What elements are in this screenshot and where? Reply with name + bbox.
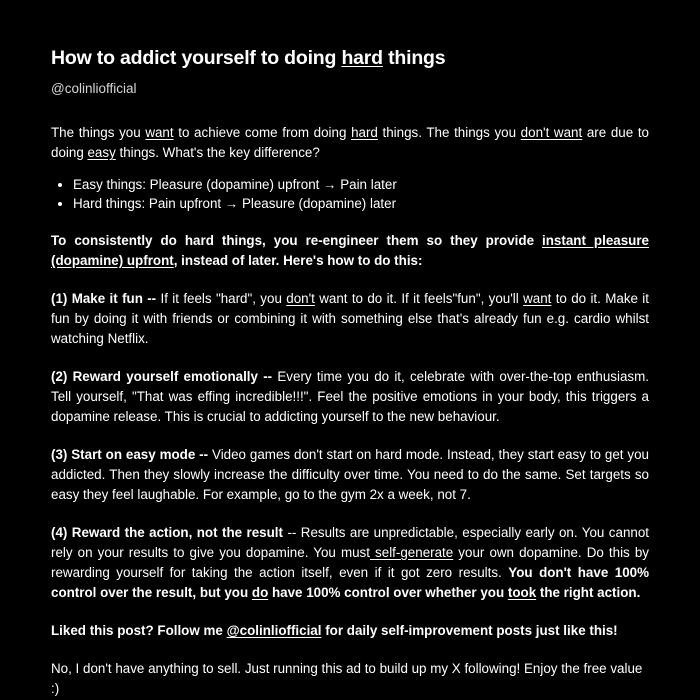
comparison-list	[51, 175, 649, 213]
step-2-heading: (2) Reward yourself emotionally --	[51, 369, 273, 384]
step-1-paragraph: (1) Make it fun -- If it feels "hard", you don't want to do it. If it feels"fun", you'll want to do it. Make it fun by doing it with friends or combining it with something else that's already fun e.g. cardio whilst watching Netflix.	[51, 291, 649, 346]
post-title	[51, 45, 649, 71]
title-underlined-word: hard	[341, 47, 383, 69]
closing-paragraph: No, I don't have anything to sell. Just running this ad to build up my X following! Enjoy the free value :)	[51, 661, 643, 696]
step-3-heading: (3) Start on easy mode --	[51, 447, 209, 462]
intro-paragraph: The things you want to achieve come from doing hard things. The things you don't want are due to doing easy things. What's the key difference?	[51, 125, 649, 160]
follow-handle-link[interactable]: @colinliofficial	[226, 623, 322, 638]
step-2-paragraph: (2) Reward yourself emotionally -- Every time you do it, celebrate with over-the-top enthusiasm. Tell yourself, "That was effing incredible!!!". Feel the positive emotions in your body, this triggers a dopamine release. This is crucial to addicting yourself to the new behaviour.	[51, 369, 649, 424]
author-handle[interactable]: @colinliofficial	[51, 81, 137, 96]
step-1-heading: (1) Make it fun --	[51, 291, 157, 306]
title-text: How to addict yourself to doing	[51, 47, 342, 69]
title-text-end: things	[382, 47, 446, 69]
post-body	[51, 123, 649, 699]
step-4-heading: (4) Reward the action, not the result	[51, 525, 283, 540]
step-4-paragraph: (4) Reward the action, not the result -- Results are unpredictable, especially early on. You cannot rely on your results to give you dopamine. You must self-generate your own dopamine. Do this by rewarding yourself for taking the action itself, even if it got zero results. You don't have 100% control over the result, but you do have 100% control over whether you took the right action.	[51, 525, 650, 600]
step-3-paragraph: (3) Start on easy mode -- Video games don't start on hard mode. Instead, they start easy to get you addicted. Then they slowly increase the difficulty over time. You need to do the same. Set targets so easy they feel laughable. For example, go to the gym 2x a week, not 7.	[51, 447, 649, 502]
list-item-hard: • Hard things: Pain upfront → Pleasure (dopamine) later	[73, 194, 649, 213]
list-item-easy: • Easy things: Pleasure (dopamine) upfront → Pain later	[73, 175, 649, 194]
thesis-paragraph: To consistently do hard things, you re-engineer them so they provide instant pleasure (dopamine) upfront, instead of later. Here's how to do this:	[51, 233, 650, 268]
follow-paragraph: Liked this post? Follow me @colinliofficial for daily self-improvement posts just like this!	[51, 623, 618, 638]
